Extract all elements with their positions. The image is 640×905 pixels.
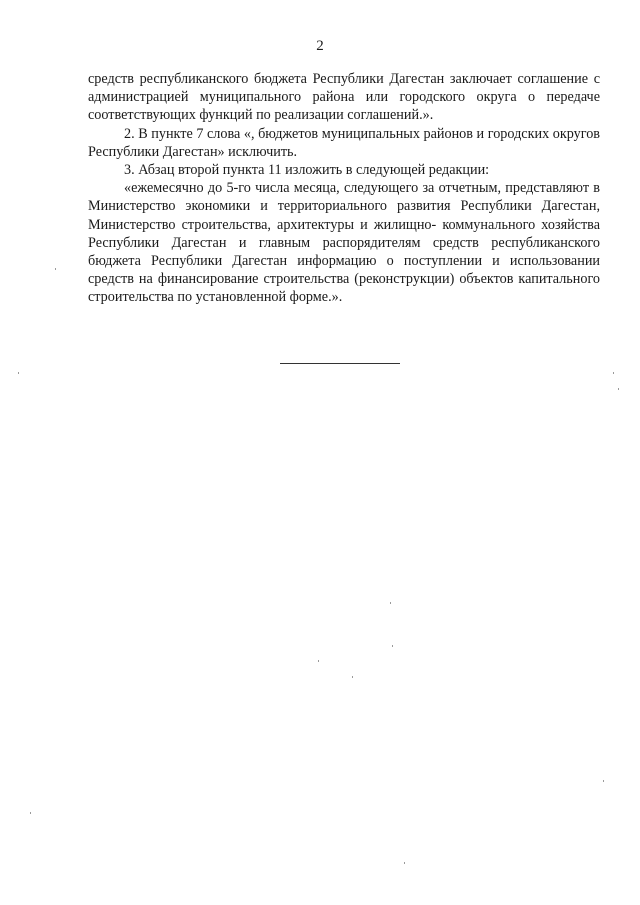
scan-speck [603,780,604,782]
paragraph-item-2: 2. В пункте 7 слова «, бюджетов муниципальных районов и городских округов Республики Дагестан» исключить. [88,125,600,160]
paragraph-quote: «ежемесячно до 5-го числа месяца, следующего за отчетным, представляют в Министерство экономики и территориального развития Республики Дагестан, Министерство строительства, архитектуры и жилищно- коммунального хозяйства Республики Дагестан и главным распорядителям средств республиканского бюджета Республики Дагестан информацию о поступлении и использовании средств на финансирование строительства (реконструкции) объектов капитального строительства по установленной форме.». [88,180,600,306]
paragraph-item-3: 3. Абзац второй пункта 11 изложить в следующей редакции: [124,162,490,179]
scan-speck [613,372,614,374]
scan-speck [352,676,353,678]
paragraph-continuation: средств республиканского бюджета Республики Дагестан заключает соглашение с администрацией муниципального района или городского округа о передаче соответствующих функций по реализации соглашений.». [88,71,600,124]
scan-speck [618,388,619,390]
scan-speck [55,268,56,270]
scan-speck [392,645,393,647]
scan-speck [318,660,319,662]
page-number: 2 [316,38,324,54]
scan-speck [18,372,19,374]
scan-speck [390,602,391,604]
scan-speck [404,862,405,864]
scan-speck [30,812,31,814]
document-body [88,70,600,307]
end-divider [280,363,400,364]
